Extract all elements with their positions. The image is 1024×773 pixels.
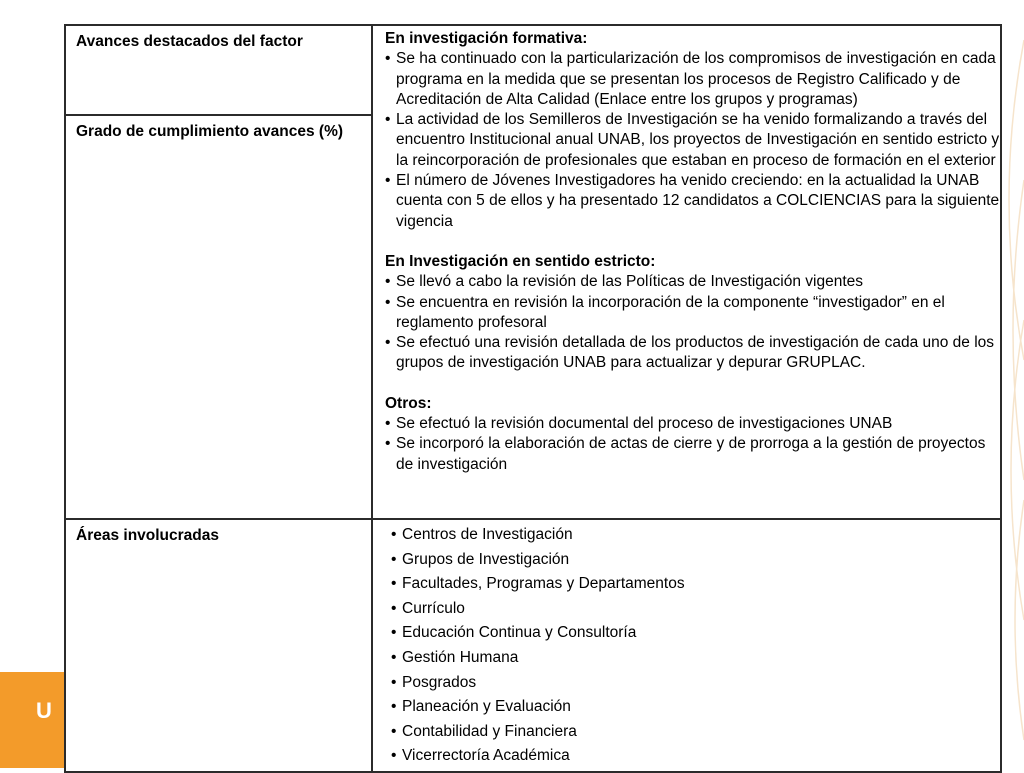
area-item: • Grupos de Investigación <box>391 550 1000 575</box>
areas-label-cell <box>65 519 372 772</box>
avances-label-cell <box>65 25 372 115</box>
area-item: • Facultades, Programas y Departamentos <box>391 574 1000 599</box>
avances-label: Avances destacados del factor <box>76 33 303 50</box>
bullet-item: • Se ha continuado con la particularización de los compromisos de investigación en cada programa en la medida que se presentan los procesos de Registro Calificado y de Acreditación de Alta Calidad (Enlace entre los grupos y programas) <box>385 49 1000 110</box>
areas-content-cell <box>372 519 1001 772</box>
section-title-estricto: En Investigación en sentido estricto: <box>385 252 656 270</box>
bullet-item: • Se llevó a cabo la revisión de las Políticas de Investigación vigentes <box>385 272 1000 292</box>
grado-label-cell <box>65 115 372 519</box>
area-item: • Educación Continua y Consultoría <box>391 623 1000 648</box>
area-item: • Posgrados <box>391 673 1000 698</box>
bullet-item: • El número de Jóvenes Investigadores ha venido creciendo: en la actualidad la UNAB cuenta con 5 de ellos y ha presentado 12 candidatos a COLCIENCIAS para la siguiente vigencia <box>385 171 1000 232</box>
grado-label: Grado de cumplimiento avances (%) <box>76 123 344 140</box>
area-item: • Currículo <box>391 599 1000 624</box>
area-item: • Vicerrectoría Académica <box>391 746 1000 771</box>
bullet-item: • La actividad de los Semilleros de Investigación se ha venido formalizando a través del encuentro Institucional anual UNAB, los proyectos de Investigación en sentido estricto y la reincorporación de profesionales que estaban en proceso de formación en el exterior <box>385 110 1000 171</box>
bullet-item: • Se efectuó la revisión documental del proceso de investigaciones UNAB <box>385 414 1000 434</box>
logo-band <box>0 672 64 768</box>
area-item: • Gestión Humana <box>391 648 1000 673</box>
bullet-item: • Se efectuó una revisión detallada de los productos de investigación de cada uno de los grupos de investigación UNAB para actualizar y depurar GRUPLAC. <box>385 333 1000 374</box>
section-title-formativa: En investigación formativa: <box>385 30 588 47</box>
unab-logo: U <box>36 698 52 723</box>
area-item: • Centros de Investigación <box>391 525 1000 550</box>
avances-content-cell <box>372 25 1001 519</box>
avances-content <box>373 26 1000 475</box>
area-item: • Contabilidad y Financiera <box>391 722 1000 747</box>
areas-label: Áreas involucradas <box>76 527 220 544</box>
factor-table <box>64 24 1002 773</box>
area-item: • Planeación y Evaluación <box>391 697 1000 722</box>
areas-list <box>373 520 1000 771</box>
bullet-item: • Se incorporó la elaboración de actas de cierre y de prorroga a la gestión de proyectos de investigación <box>385 434 1000 475</box>
bullet-item: • Se encuentra en revisión la incorporación de la componente “investigador” en el reglamento profesoral <box>385 293 1000 334</box>
section-title-otros: Otros: <box>385 394 432 412</box>
